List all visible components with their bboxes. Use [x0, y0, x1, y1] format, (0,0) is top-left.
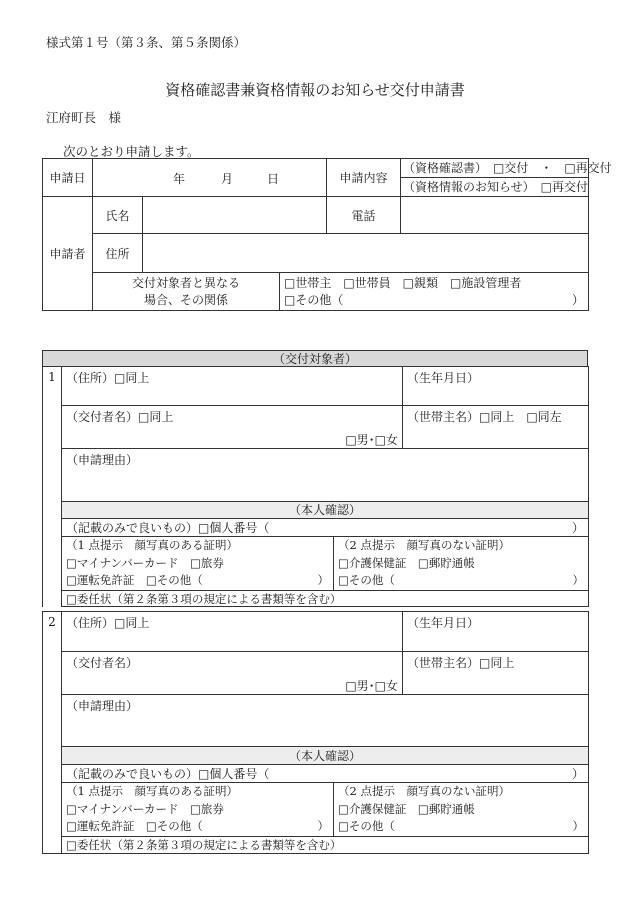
recipient-number: 1: [43, 367, 62, 607]
recipient-householder[interactable]: （世帯主名）□同上: [403, 652, 589, 695]
nophoto-id-close: ）: [572, 573, 584, 588]
recipient-address[interactable]: （住所）□同上: [62, 367, 403, 406]
content-line2[interactable]: （資格情報のお知らせ） □再交付: [403, 180, 588, 194]
recipients-title: （交付対象者）: [43, 351, 588, 367]
recipient-block-2: [42, 611, 589, 854]
relation-close: ）: [571, 292, 584, 307]
relation-label-line2: 場合、その関係: [143, 292, 228, 307]
addressee: 江府町長 様: [46, 110, 122, 125]
nophoto-id-close: ）: [572, 819, 584, 834]
nophoto-id-title: （2 点提示 顔写真のない証明）: [338, 538, 510, 553]
photo-id-close: ）: [317, 819, 329, 834]
name-label: 氏名: [93, 197, 143, 234]
recipient-name[interactable]: （交付者名）□同上: [66, 410, 174, 424]
photo-id-options-2[interactable]: □運転免許証 □その他（: [66, 819, 203, 834]
intro-text: 次のとおり申請します。: [63, 144, 200, 159]
photo-id-close: ）: [317, 573, 329, 588]
relation-label-line1: 交付対象者と異なる: [131, 275, 240, 290]
photo-id-section[interactable]: [62, 537, 334, 591]
recipient-reason[interactable]: （申請理由）: [62, 695, 589, 747]
mynumber-close: ）: [571, 521, 584, 535]
month-label: 月: [221, 171, 234, 186]
relation-other[interactable]: □その他（: [284, 292, 344, 307]
content-options[interactable]: [401, 159, 612, 197]
nophoto-id-section[interactable]: [334, 537, 589, 591]
photo-id-title: （1 点提示 顔写真のある証明）: [66, 784, 238, 799]
relation-label: [93, 273, 280, 311]
form-number: 様式第１号（第３条、第５条関係）: [46, 35, 247, 50]
content-line1[interactable]: （資格確認書） □交付 ・ □再交付: [401, 159, 588, 178]
content-label: 申請内容: [327, 159, 401, 197]
nophoto-id-options-2[interactable]: □その他（: [338, 573, 395, 588]
recipient-number: 2: [43, 612, 62, 854]
photo-id-options-1[interactable]: □マイナンバーカード □旅券: [66, 555, 224, 570]
date-field[interactable]: [93, 159, 327, 197]
application-table: [42, 158, 612, 311]
recipient-name-cell[interactable]: [62, 406, 403, 449]
nophoto-id-section[interactable]: [334, 783, 589, 837]
relation-options-line1[interactable]: □世帯主 □世帯員 □親類 □施設管理者: [284, 275, 522, 290]
recipient-birth[interactable]: （生年月日）: [403, 367, 589, 406]
photo-id-title: （1 点提示 顔写真のある証明）: [66, 538, 238, 553]
id-check-header: （本人確認）: [62, 747, 589, 765]
address-label: 住所: [93, 234, 143, 273]
phone-label: 電話: [327, 197, 401, 234]
recipient-householder[interactable]: （世帯主名）□同上 □同左: [403, 406, 589, 449]
mynumber-option[interactable]: （記載のみで良いもの）□個人番号（: [66, 521, 270, 535]
name-input[interactable]: [143, 197, 327, 234]
mynumber-close: ）: [571, 767, 584, 781]
mynumber-option[interactable]: （記載のみで良いもの）□個人番号（: [66, 767, 270, 781]
nophoto-id-options-1[interactable]: □介護保健証 □郵貯通帳: [338, 555, 475, 570]
address-input[interactable]: [143, 234, 589, 273]
recipient-name[interactable]: （交付者名）: [66, 656, 139, 670]
day-label: 日: [267, 171, 280, 186]
id-check-header: （本人確認）: [62, 502, 589, 519]
year-label: 年: [173, 171, 186, 186]
recipient-address[interactable]: （住所）□同上: [62, 612, 403, 652]
photo-id-options-2[interactable]: □運転免許証 □その他（: [66, 573, 203, 588]
recipient-gender[interactable]: □男･□女: [345, 433, 398, 447]
date-label: 申請日: [43, 159, 93, 197]
recipients-header: [42, 350, 588, 367]
applicant-label: 申請者: [43, 197, 93, 311]
recipient-block-1: [42, 366, 589, 607]
nophoto-id-options-2[interactable]: □その他（: [338, 819, 395, 834]
recipient-birth[interactable]: （生年月日）: [403, 612, 589, 652]
proxy-option[interactable]: □委任状（第２条第３項の規定による書類等を含む）: [62, 591, 589, 607]
photo-id-section[interactable]: [62, 783, 334, 837]
nophoto-id-title: （2 点提示 顔写真のない証明）: [338, 784, 510, 799]
id-line[interactable]: [62, 765, 589, 783]
id-line[interactable]: [62, 519, 589, 537]
recipient-name-cell[interactable]: [62, 652, 403, 695]
nophoto-id-options-1[interactable]: □介護保健証 □郵貯通帳: [338, 801, 475, 816]
relation-options[interactable]: [280, 273, 589, 311]
photo-id-options-1[interactable]: □マイナンバーカード □旅券: [66, 801, 224, 816]
proxy-option[interactable]: □委任状（第２条第３項の規定による書類等を含む）: [62, 837, 589, 854]
recipient-reason[interactable]: （申請理由）: [62, 449, 589, 502]
phone-input[interactable]: [401, 197, 589, 234]
recipient-gender[interactable]: □男･□女: [345, 679, 398, 693]
form-title: 資格確認書兼資格情報のお知らせ交付申請書: [165, 81, 465, 99]
